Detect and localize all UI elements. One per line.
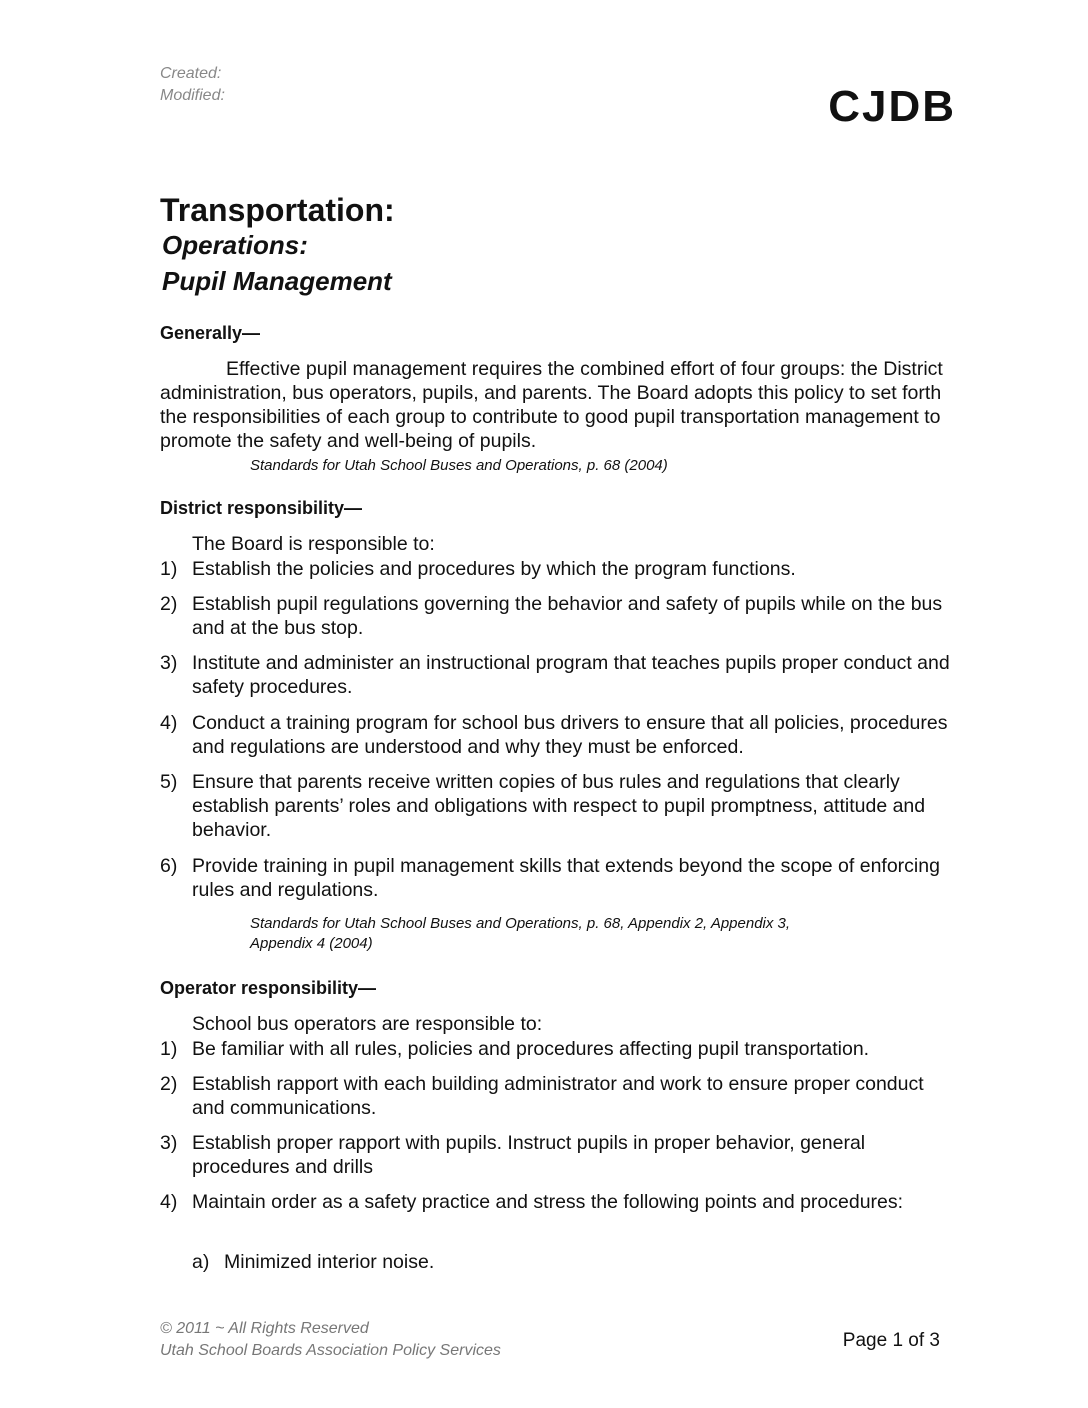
district-citation-1: Standards for Utah School Buses and Operations, p. 68, Appendix 2, Appendix 3,: [250, 915, 791, 932]
page-title: Transportation:: [160, 192, 395, 228]
section-heading-district: District responsibility—: [160, 498, 363, 518]
section-heading-operator: Operator responsibility—: [160, 978, 377, 998]
list-item: 1) Be familiar with all rules, policies and procedures affecting pupil transportation.: [160, 1038, 870, 1060]
generally-text: Effective pupil management requires the combined effort of four groups: the District administration, bus operators, pupils, and parents. The Board adopts this policy to set forth the responsibilities of each group to contribute to good pupil transportation management to promote the safety and well-being of pupils.: [160, 358, 943, 452]
list-item: 1) Establish the policies and procedures by which the program functions.: [160, 558, 796, 580]
generally-paragraph: [160, 357, 960, 453]
list-item: 2) Establish pupil regulations governing the behavior and safety of pupils while on the bus and at the bus stop.: [160, 593, 943, 639]
generally-citation: Standards for Utah School Buses and Operations, p. 68 (2004): [250, 457, 668, 474]
sub-list-item: a) Minimized interior noise.: [192, 1251, 435, 1273]
list-item: 3) Institute and administer an instructional program that teaches pupils proper conduct and safety procedures.: [160, 652, 950, 698]
section-heading-generally: Generally—: [160, 323, 261, 343]
operator-intro: School bus operators are responsible to:: [192, 1013, 543, 1035]
page-number: Page 1 of 3: [842, 1330, 940, 1351]
footer-organization: Utah School Boards Association Policy Services: [160, 1342, 501, 1359]
footer-copyright: © 2011 ~ All Rights Reserved: [160, 1320, 369, 1337]
district-intro: The Board is responsible to:: [192, 533, 435, 555]
list-item: 3) Establish proper rapport with pupils. Instruct pupils in proper behavior, general procedures and drills: [160, 1132, 866, 1178]
district-citation-2: Appendix 4 (2004): [250, 935, 373, 952]
policy-code: CJDB: [828, 82, 956, 131]
list-item: 5) Ensure that parents receive written copies of bus rules and regulations that clearly establish parents’ roles and obligations with respect to pupil promptness, attitude and behavior.: [160, 771, 926, 841]
list-item: 4) Maintain order as a safety practice and stress the following points and procedures:: [160, 1191, 904, 1213]
list-item: 2) Establish rapport with each building administrator and work to ensure proper conduct and communications.: [160, 1073, 924, 1119]
page-subtitle: Operations:: [162, 230, 308, 260]
list-item: 6) Provide training in pupil management skills that extends beyond the scope of enforcing rules and regulations.: [160, 855, 940, 901]
page-subtitle-2: Pupil Management: [162, 266, 392, 296]
modified-label: Modified:: [160, 87, 225, 104]
created-label: Created:: [160, 65, 222, 82]
list-item: 4) Conduct a training program for school bus drivers to ensure that all policies, procedures and regulations are understood and why they must be enforced.: [160, 712, 948, 758]
